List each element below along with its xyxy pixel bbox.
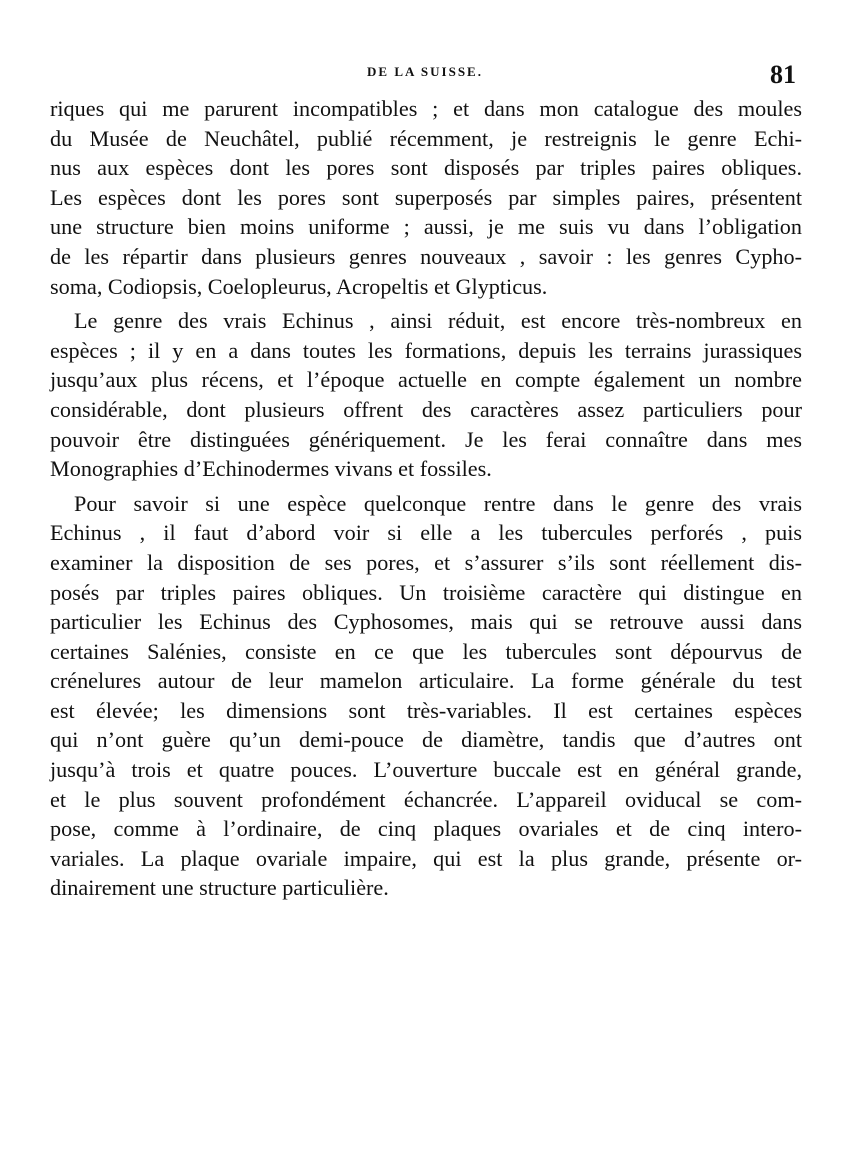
- text-line: pouvoir être distinguées génériquement. Je les ferai connaître dans mes: [50, 426, 802, 452]
- running-head: [0, 60, 850, 89]
- text-line: soma, Codiopsis, Coelopleurus, Acropeltis et Glypticus.: [50, 273, 548, 299]
- text-line: du Musée de Neuchâtel, publié récemment, je restreignis le genre Echi-: [50, 125, 802, 151]
- text-line: Le genre des vrais Echinus , ainsi réduit, est encore très-nombreux en: [74, 308, 802, 334]
- text-line: Monographies d’Echinodermes vivans et fossiles.: [50, 456, 492, 482]
- text-line: jusqu’aux plus récens, et l’époque actuelle en compte également un nombre: [50, 367, 802, 393]
- text-line: une structure bien moins uniforme ; aussi, je me suis vu dans l’obligation: [50, 214, 802, 240]
- text-line: dinairement une structure particulière.: [50, 875, 389, 901]
- text-line: variales. La plaque ovariale impaire, qui est la plus grande, présente or-: [50, 845, 802, 871]
- paragraph-3: [50, 489, 802, 903]
- text-line: et le plus souvent profondément échancrée. L’appareil oviducal se com-: [50, 786, 802, 812]
- text-line: examiner la disposition de ses pores, et s’assurer s’ils sont réellement dis-: [50, 549, 802, 575]
- page-number: 81: [770, 60, 796, 89]
- text-line: espèces ; il y en a dans toutes les formations, depuis les terrains jurassiques: [50, 337, 802, 363]
- text-line: considérable, dont plusieurs offrent des caractères assez particuliers pour: [50, 396, 802, 422]
- running-title: DE LA SUISSE.: [367, 64, 483, 79]
- text-line: de les répartir dans plusieurs genres nouveaux , savoir : les genres Cypho-: [50, 243, 802, 269]
- text-line: certaines Salénies, consiste en ce que les tubercules sont dépourvus de: [50, 638, 802, 664]
- body-text: [50, 94, 802, 903]
- paragraph-1: [50, 94, 802, 301]
- text-line: pose, comme à l’ordinaire, de cinq plaques ovariales et de cinq intero-: [50, 816, 802, 842]
- paragraph-2: [50, 306, 802, 484]
- text-line: qui n’ont guère qu’un demi-pouce de diamètre, tandis que d’autres ont: [50, 727, 802, 753]
- text-line: est élevée; les dimensions sont très-variables. Il est certaines espèces: [50, 697, 802, 723]
- text-line: posés par triples paires obliques. Un troisième caractère qui distingue en: [50, 579, 802, 605]
- text-line: jusqu’à trois et quatre pouces. L’ouverture buccale est en général grande,: [50, 757, 802, 783]
- text-line: nus aux espèces dont les pores sont disposés par triples paires obliques.: [50, 155, 802, 181]
- text-line: crénelures autour de leur mamelon articulaire. La forme générale du test: [50, 668, 802, 694]
- text-line: Les espèces dont les pores sont superposés par simples paires, présentent: [50, 184, 802, 210]
- text-line: Echinus , il faut d’abord voir si elle a les tubercules perforés , puis: [50, 520, 802, 546]
- text-line: particulier les Echinus des Cyphosomes, mais qui se retrouve aussi dans: [50, 609, 802, 635]
- text-line: riques qui me parurent incompatibles ; et dans mon catalogue des moules: [50, 96, 802, 121]
- text-line: Pour savoir si une espèce quelconque rentre dans le genre des vrais: [74, 490, 802, 516]
